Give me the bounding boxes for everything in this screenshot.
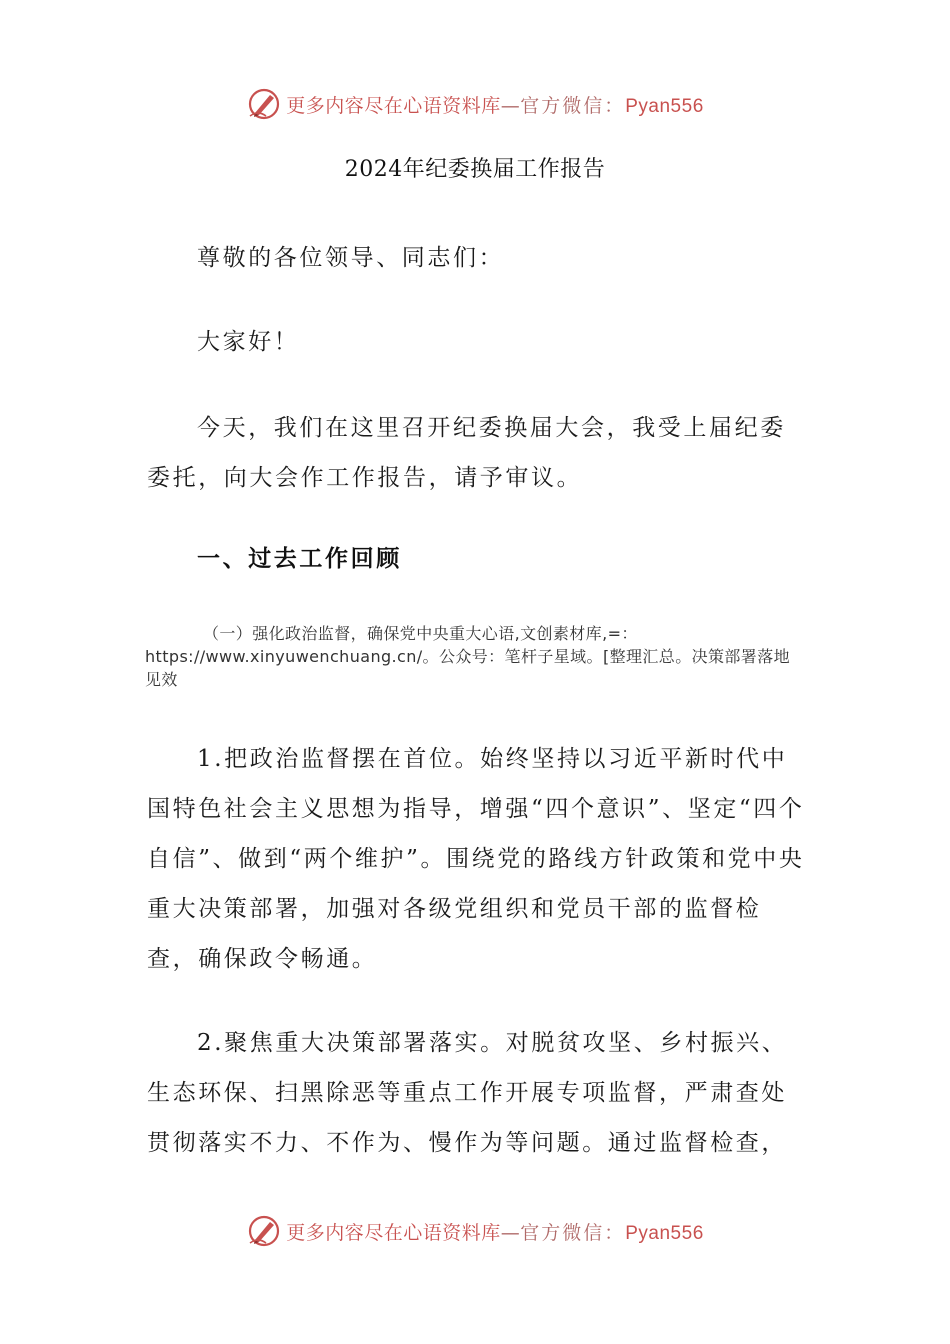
footer-banner — [0, 1211, 950, 1251]
salutation: 尊敬的各位领导、同志们： — [197, 245, 505, 271]
banner-main-text: 更多内容尽在心语资料库 — [286, 94, 501, 117]
banner-wechat-id: Pyan556 — [625, 95, 704, 117]
banner-text — [286, 1218, 704, 1245]
item-paragraph-2: 2.聚焦重大决策部署落实。对脱贫攻坚、乡村振兴、生态环保、扫黑除恶等重点工作开展专项监督，严肃查处贯彻落实不力、不作为、慢作为等问题。通过监督检查， — [147, 1030, 788, 1156]
banner-text — [286, 91, 704, 118]
greeting: 大家好！ — [197, 329, 300, 355]
pen-logo-icon — [246, 1213, 282, 1249]
banner-main-text: 更多内容尽在心语资料库 — [286, 1221, 501, 1244]
pen-logo-icon — [246, 86, 282, 122]
subsection-heading: （一）强化政治监督，确保党中央重大心语,文创素材库,=：https://www.xinyuwenchuang.cn/。公众号：笔杆子星域。[整理汇总。决策部署落地见效 — [145, 624, 790, 689]
header-banner — [0, 84, 950, 124]
document-title: 2024年纪委换届工作报告 — [344, 157, 606, 182]
item-paragraph-1: 1.把政治监督摆在首位。始终坚持以习近平新时代中国特色社会主义思想为指导，增强“四个意识”、坚定“四个自信”、做到“两个维护”。围绕党的路线方针政策和党中央重大决策部署，加强对各级党组织和党员干部的监督检查，确保政令畅通。 — [147, 746, 805, 972]
banner-dash: — — [500, 1221, 521, 1244]
banner-dash: — — [500, 94, 521, 117]
intro-paragraph: 今天，我们在这里召开纪委换届大会，我受上届纪委委托，向大会作工作报告，请予审议。 — [147, 415, 786, 491]
banner-wechat-id: Pyan556 — [625, 1222, 704, 1244]
banner-wechat-label: 官方微信： — [520, 94, 626, 117]
section-heading: 一、过去工作回顾 — [197, 545, 402, 572]
banner-wechat-label: 官方微信： — [520, 1221, 626, 1244]
